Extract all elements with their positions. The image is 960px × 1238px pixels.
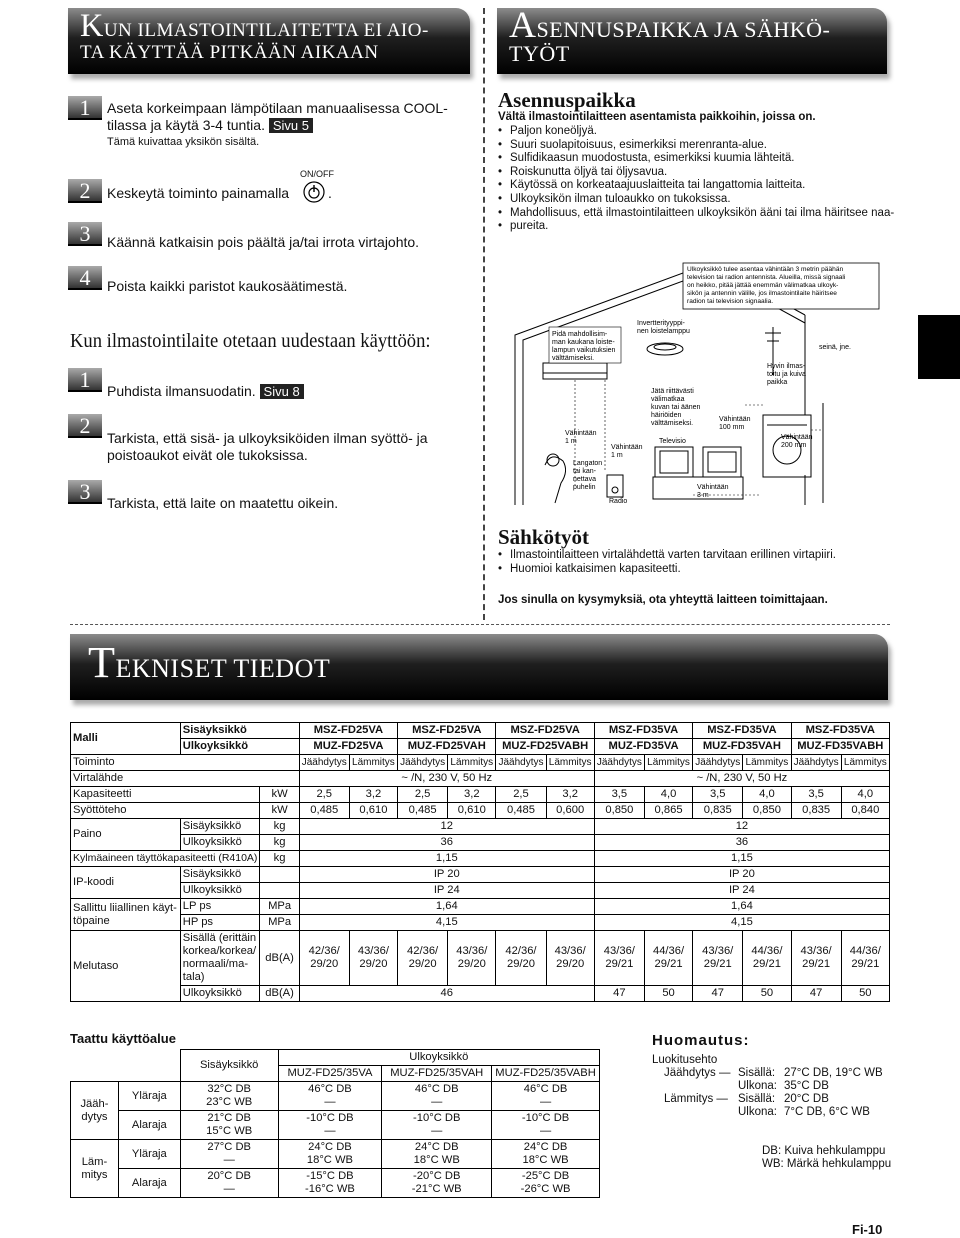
table-cell: -15°C DB -16°C WB (278, 1169, 382, 1198)
table-cell: 3,5 (594, 787, 644, 803)
table-cell: 43/36/ 29/21 (594, 931, 644, 986)
note-line: 7°C DB, 6°C WB (784, 1106, 870, 1118)
table-cell: Yläraja (118, 1140, 180, 1169)
spec-title: TEKNISET TIEDOT (88, 638, 331, 687)
diagram-label: nettava (573, 476, 596, 483)
diagram-label: Vähintään (565, 430, 597, 437)
install-list (498, 125, 898, 234)
diagram-note-line: radion tai television signaalia. (687, 298, 774, 305)
diagram-label: 100 mm (719, 424, 745, 431)
table-cell: 4,15 (594, 915, 889, 931)
diagram-label: puhelin (573, 484, 596, 491)
note-line: 35°C DB (784, 1080, 829, 1092)
note-line: Lämmitys — (664, 1093, 728, 1105)
table-cell: 3,2 (448, 787, 496, 803)
table-cell: Melutaso (71, 931, 181, 1002)
table-cell: Jäähdytys (496, 755, 546, 771)
table-cell: MUZ-FD25VAH (398, 739, 496, 755)
table-cell: Lämmitys (349, 755, 397, 771)
legend (762, 1145, 891, 1171)
left-section-banner (68, 8, 470, 74)
note-line: Ulkona: (738, 1080, 777, 1092)
table-cell: -10°C DB — (492, 1111, 600, 1140)
left-section-title: KUN ILMASTOINTILAITETTA EI AIO- TA KÄYTTÄÄ PITKÄÄN AIKAAN (80, 8, 429, 63)
table-cell: Sisäyksikkö (180, 867, 260, 883)
note-title: Huomautus: (652, 1032, 750, 1049)
table-row (71, 1111, 600, 1140)
diagram-label: kuvan tai äänen (651, 404, 701, 411)
table-cell: -20°C DB -21°C WB (382, 1169, 492, 1198)
table-cell: -10°C DB — (382, 1111, 492, 1140)
step-text: Keskeytä toiminto painamalla (107, 185, 290, 201)
table-cell: MSZ-FD25VA (299, 723, 397, 739)
step-3 (68, 221, 468, 250)
table-cell: MUZ-FD25VABH (496, 739, 594, 755)
table-cell: Virtalähde (71, 771, 300, 787)
table-cell: 46°C DB — (278, 1082, 382, 1111)
table-cell: Ulkoyksikkö (278, 1050, 599, 1066)
note-line: Ulkona: (738, 1106, 777, 1118)
step-text-end: . (328, 185, 332, 201)
step-text-2: tilassa ja käytä 3-4 tuntia. (107, 117, 265, 133)
diagram-label: Vähintään (611, 444, 643, 451)
table-cell: Jäähdytys (594, 755, 644, 771)
table-cell: Jäähdytys (791, 755, 841, 771)
table-cell: Lämmitys (743, 755, 791, 771)
step-number: 2 (68, 179, 102, 203)
page-number: Fi-10 (852, 1222, 883, 1237)
table-cell: 0,835 (693, 803, 743, 819)
diagram-note-line: Ulkoyksikkö tulee asentaa vähintään 3 metrin päähän (687, 266, 844, 273)
table-row (71, 931, 890, 986)
install-intro: Vältä ilmastointilaitteen asentamista paikkoihin, joissa on. (498, 111, 816, 123)
legend-db: DB: Kuiva hehkulamppu (762, 1145, 886, 1157)
contact-note: Jos sinulla on kysymyksiä, ota yhteyttä laitteen toimittajaan. (498, 594, 828, 606)
note-line: Luokitusehto (652, 1054, 718, 1066)
table-cell: dB(A) (260, 931, 299, 986)
table-row (71, 1169, 600, 1198)
page-reference: Sivu 8 (260, 384, 304, 399)
table-cell: 0,865 (644, 803, 692, 819)
diagram-label: nen loistelamppu (637, 328, 690, 335)
table-cell: 4,0 (644, 787, 692, 803)
table-cell: 3,2 (546, 787, 594, 803)
table-row (71, 739, 890, 755)
step-text: Tarkista, että sisä- ja ulkoyksiköiden ilman syöttö- ja (107, 430, 428, 446)
list-item-continued: • pureita. (498, 220, 898, 234)
range-table (70, 1049, 600, 1198)
diagram-label: välttämiseksi. (552, 355, 595, 362)
table-cell: 3,2 (349, 787, 397, 803)
table-cell: 36 (594, 835, 889, 851)
table-row (71, 851, 890, 867)
diagram-label: man kaukana loiste- (552, 339, 615, 346)
diagram-label: lampun vaikutuksien (552, 347, 616, 354)
table-row (71, 1082, 600, 1111)
table-cell: kW (260, 803, 299, 819)
list-item: • Mahdollisuus, että ilmastointilaitteen ulkoyksikön ääni tai ilma häiritsee naa- (498, 207, 898, 221)
table-cell: Lämmitys (448, 755, 496, 771)
table-cell (260, 883, 299, 899)
installation-diagram (505, 255, 905, 510)
table-cell: 3,5 (791, 787, 841, 803)
step-text: Poista kaikki paristot kaukosäätimestä. (107, 278, 348, 294)
table-cell: MUZ-FD35VA (594, 739, 692, 755)
table-cell: Syöttöteho (71, 803, 260, 819)
diagram-note-line: on heikko, pitää jättää enemmän välimatkaa ulkoyk- (687, 282, 839, 289)
install-heading: Asennuspaikka (498, 88, 636, 112)
step-4 (68, 265, 468, 294)
table-cell: 0,485 (496, 803, 546, 819)
table-cell: 44/36/ 29/21 (743, 931, 791, 986)
table-cell: Lämmitys (546, 755, 594, 771)
table-cell: Sisäyksikkö (180, 819, 260, 835)
table-cell: 32°C DB 23°C WB (180, 1082, 278, 1111)
table-cell: 2,5 (398, 787, 448, 803)
table-row (71, 1050, 600, 1066)
table-row (71, 915, 890, 931)
table-cell: 0,850 (594, 803, 644, 819)
table-cell (260, 867, 299, 883)
table-cell: Jääh- dytys (71, 1082, 119, 1140)
list-item: • Roiskunutta öljyä tai öljysavua. (498, 166, 898, 180)
table-row (71, 755, 890, 771)
table-cell: 21°C DB 15°C WB (180, 1111, 278, 1140)
note-line: Sisällä: (738, 1093, 776, 1105)
restart-heading: Kun ilmastointilaite otetaan uudestaan käyttöön: (70, 330, 431, 352)
table-cell: 46°C DB — (492, 1082, 600, 1111)
table-cell: 24°C DB 18°C WB (278, 1140, 382, 1169)
table-cell: Yläraja (118, 1082, 180, 1111)
note-body (652, 1054, 902, 1119)
diagram-label: välttämiseksi. (651, 420, 694, 427)
section-thumb-tab (918, 315, 960, 379)
table-cell: -10°C DB — (278, 1111, 382, 1140)
table-cell: 0,835 (791, 803, 841, 819)
table-cell: ~ /N, 230 V, 50 Hz (299, 771, 594, 787)
table-cell: Paino (71, 819, 181, 851)
diagram-note-line: television tai radion antennista. Alueilla, missä signaali (687, 274, 846, 281)
table-cell: Läm- mitys (71, 1140, 119, 1198)
list-item: • Sulfidikaasun muodostusta, esimerkiksi kuumia lähteitä. (498, 152, 898, 166)
diagram-label: 1 m (611, 452, 623, 459)
table-cell: 1,15 (299, 851, 594, 867)
table-cell: 50 (743, 986, 791, 1002)
table-cell: 0,840 (841, 803, 889, 819)
table-cell: 1,64 (299, 899, 594, 915)
step-1 (68, 95, 468, 160)
table-cell: 46 (299, 986, 594, 1002)
table-cell: Jäähdytys (693, 755, 743, 771)
step-number: 4 (68, 266, 102, 290)
table-cell: IP 24 (299, 883, 594, 899)
step-number: 1 (68, 96, 102, 120)
table-cell: Jäähdytys (398, 755, 448, 771)
range-title: Taattu käyttöalue (70, 1031, 176, 1046)
table-cell: Sisäyksikkö (180, 1050, 278, 1082)
table-cell: LP ps (180, 899, 260, 915)
restart-step-1 (68, 367, 468, 399)
diagram-label: toitu ja kuiva (767, 371, 806, 378)
table-cell: MPa (260, 915, 299, 931)
table-cell: MSZ-FD35VA (594, 723, 692, 739)
table-cell: ~ /N, 230 V, 50 Hz (594, 771, 889, 787)
diagram-label: Jätä riittävästi (651, 388, 694, 395)
table-cell: HP ps (180, 915, 260, 931)
table-cell: IP-koodi (71, 867, 181, 899)
diagram-label: Pidä mahdollisim- (552, 331, 608, 338)
table-cell: 4,0 (841, 787, 889, 803)
step-text: Aseta korkeimpaan lämpötilaan manuaalisessa COOL- (107, 100, 448, 116)
step-number: 1 (68, 368, 102, 392)
table-row (71, 1140, 600, 1169)
section-divider (70, 624, 890, 625)
list-item: • Käytössä on korkeataajuuslaitteita tai langattomia laitteita. (498, 179, 898, 193)
table-cell: MSZ-FD35VA (693, 723, 791, 739)
table-cell: 27°C DB — (180, 1140, 278, 1169)
table-cell: Lämmitys (841, 755, 889, 771)
electric-heading: Sähkötyöt (498, 525, 590, 549)
table-cell: 50 (644, 986, 692, 1002)
table-cell: Kylmäaineen täyttökapasiteetti (R410A) (71, 851, 260, 867)
table-cell: IP 20 (299, 867, 594, 883)
table-row (71, 986, 890, 1002)
table-cell: MSZ-FD25VA (496, 723, 594, 739)
table-row (71, 803, 890, 819)
table-cell: Toiminto (71, 755, 300, 771)
table-cell: Lämmitys (644, 755, 692, 771)
step-text: Puhdista ilmansuodatin. (107, 383, 256, 399)
page-reference: Sivu 5 (269, 118, 313, 133)
table-row (71, 867, 890, 883)
table-cell: Sallittu liiallinen käyt- töpaine (71, 899, 181, 931)
note-line: Jäähdytys — (664, 1067, 731, 1079)
list-item: • Ilmastointilaitteen virtalähdettä varten tarvitaan erillinen virtapiiri. (498, 549, 898, 563)
table-cell: 12 (594, 819, 889, 835)
table-cell: 42/36/ 29/20 (299, 931, 349, 986)
table-cell: Alaraja (118, 1169, 180, 1198)
table-cell: 44/36/ 29/21 (644, 931, 692, 986)
diagram-label: seinä, jne. (819, 344, 851, 351)
table-cell: 46°C DB — (382, 1082, 492, 1111)
step-subtext: Tämä kuivattaa yksikön sisältä. (107, 136, 260, 148)
table-cell: 0,610 (448, 803, 496, 819)
diagram-label: Invertterityyppi- (637, 320, 685, 327)
table-cell: MUZ-FD25VA (299, 739, 397, 755)
diagram-note-line: sikön ja antennin välille, jos ilmastointilaite häiritsee (687, 290, 837, 297)
table-cell: Ulkoyksikkö (180, 883, 260, 899)
table-cell: MUZ-FD35VAH (693, 739, 791, 755)
table-cell: 4,0 (743, 787, 791, 803)
electric-list (498, 549, 898, 576)
step-number: 3 (68, 480, 102, 504)
table-row (71, 723, 890, 739)
table-cell: kg (260, 835, 299, 851)
spec-table (70, 722, 890, 1002)
spec-banner (70, 634, 888, 700)
table-cell: 12 (299, 819, 594, 835)
table-cell: 36 (299, 835, 594, 851)
onoff-label: ON/OFF (300, 169, 334, 179)
table-row (71, 819, 890, 835)
table-cell: 43/36/ 29/20 (349, 931, 397, 986)
table-cell: kg (260, 851, 299, 867)
diagram-label: Hyvin ilmas- (767, 363, 806, 370)
table-cell: 44/36/ 29/21 (841, 931, 889, 986)
table-cell: 24°C DB 18°C WB (492, 1140, 600, 1169)
table-row (71, 771, 890, 787)
table-cell: IP 24 (594, 883, 889, 899)
note-line: Sisällä: (738, 1067, 776, 1079)
table-cell: Ulkoyksikkö (180, 986, 260, 1002)
table-row (71, 899, 890, 915)
table-cell: 0,610 (349, 803, 397, 819)
step-text-2: poistoaukot eivät ole tukoksissa. (107, 447, 308, 463)
step-number: 3 (68, 222, 102, 246)
table-cell: 50 (841, 986, 889, 1002)
table-cell: 0,850 (743, 803, 791, 819)
power-button-icon (302, 180, 326, 204)
table-cell: MUZ-FD25/35VABH (492, 1066, 600, 1082)
diagram-label: Televisio (659, 438, 686, 445)
table-cell: MUZ-FD25/35VA (278, 1066, 382, 1082)
note-line: 27°C DB, 19°C WB (784, 1067, 883, 1079)
list-item: • Huomioi katkaisimen kapasiteetti. (498, 563, 898, 577)
table-cell: 0,485 (299, 803, 349, 819)
diagram-label: Radio (609, 498, 628, 505)
table-cell (71, 1050, 181, 1082)
table-cell: 1,15 (594, 851, 889, 867)
table-cell: 47 (693, 986, 743, 1002)
right-section-title: ASENNUSPAIKKA JA SÄHKÖ- TYÖT (509, 8, 831, 66)
table-cell: Sisällä (erittäin korkea/korkea/ normaali/ma- tala) (180, 931, 260, 986)
table-cell: Sisäyksikkö (180, 723, 299, 739)
list-item: • Paljon koneöljyä. (498, 125, 898, 139)
legend-wb: WB: Märkä hehkulamppu (762, 1158, 892, 1170)
table-cell: Ulkoyksikkö (180, 835, 260, 851)
table-cell: Kapasiteetti (71, 787, 260, 803)
column-divider (483, 8, 485, 620)
diagram-label: 200 mm (781, 442, 807, 449)
table-cell: MPa (260, 899, 299, 915)
diagram-label: 3 m (697, 492, 709, 499)
diagram-label: Vähintään (719, 416, 751, 423)
table-cell: 0,600 (546, 803, 594, 819)
table-cell: 2,5 (496, 787, 546, 803)
table-cell: 4,15 (299, 915, 594, 931)
table-cell: Malli (71, 723, 181, 755)
table-cell: MSZ-FD35VA (791, 723, 889, 739)
step-number: 2 (68, 414, 102, 438)
table-cell: kg (260, 819, 299, 835)
step-text: Tarkista, että laite on maatettu oikein. (107, 495, 339, 511)
table-cell: 42/36/ 29/20 (496, 931, 546, 986)
diagram-label: välimatkaa (651, 396, 685, 403)
diagram-label: Langaton (573, 460, 603, 467)
table-cell: kW (260, 787, 299, 803)
table-cell: 20°C DB — (180, 1169, 278, 1198)
table-cell: 2,5 (299, 787, 349, 803)
list-item: • Ulkoyksikön ilman tuloaukko on tukoksissa. (498, 193, 898, 207)
table-cell: 1,64 (594, 899, 889, 915)
table-cell: MUZ-FD35VABH (791, 739, 889, 755)
table-cell: dB(A) (260, 986, 299, 1002)
table-cell: 43/36/ 29/21 (693, 931, 743, 986)
table-cell: MSZ-FD25VA (398, 723, 496, 739)
table-cell: Alaraja (118, 1111, 180, 1140)
table-cell: 47 (791, 986, 841, 1002)
table-cell: 43/36/ 29/20 (448, 931, 496, 986)
table-cell: Ulkoyksikkö (180, 739, 299, 755)
note-line: 20°C DB (784, 1093, 829, 1105)
table-row (71, 835, 890, 851)
diagram-label: paikka (767, 379, 788, 386)
restart-step-2 (68, 413, 468, 463)
table-cell: 43/36/ 29/20 (546, 931, 594, 986)
table-cell: 24°C DB 18°C WB (382, 1140, 492, 1169)
table-cell: 43/36/ 29/21 (791, 931, 841, 986)
table-cell: Jäähdytys (299, 755, 349, 771)
table-row (71, 883, 890, 899)
table-cell: 3,5 (693, 787, 743, 803)
diagram-label: Vähintään (781, 434, 813, 441)
list-item: • Suuri suolapitoisuus, esimerkiksi merenranta-alue. (498, 139, 898, 153)
table-cell: 0,485 (398, 803, 448, 819)
table-cell: MUZ-FD25/35VAH (382, 1066, 492, 1082)
table-cell: -25°C DB -26°C WB (492, 1169, 600, 1198)
table-cell: IP 20 (594, 867, 889, 883)
table-cell: 47 (594, 986, 644, 1002)
step-2 (68, 169, 468, 213)
diagram-label: 1 m (565, 438, 577, 445)
step-text: Käännä katkaisin pois päältä ja/tai irrota virtajohto. (107, 234, 420, 250)
diagram-label: tai kan- (573, 468, 596, 475)
diagram-label: Vähintään (697, 484, 729, 491)
table-row (71, 787, 890, 803)
restart-step-3 (68, 479, 468, 511)
diagram-label: häiriöiden (651, 412, 682, 419)
table-cell: 42/36/ 29/20 (398, 931, 448, 986)
right-section-banner (497, 8, 887, 74)
